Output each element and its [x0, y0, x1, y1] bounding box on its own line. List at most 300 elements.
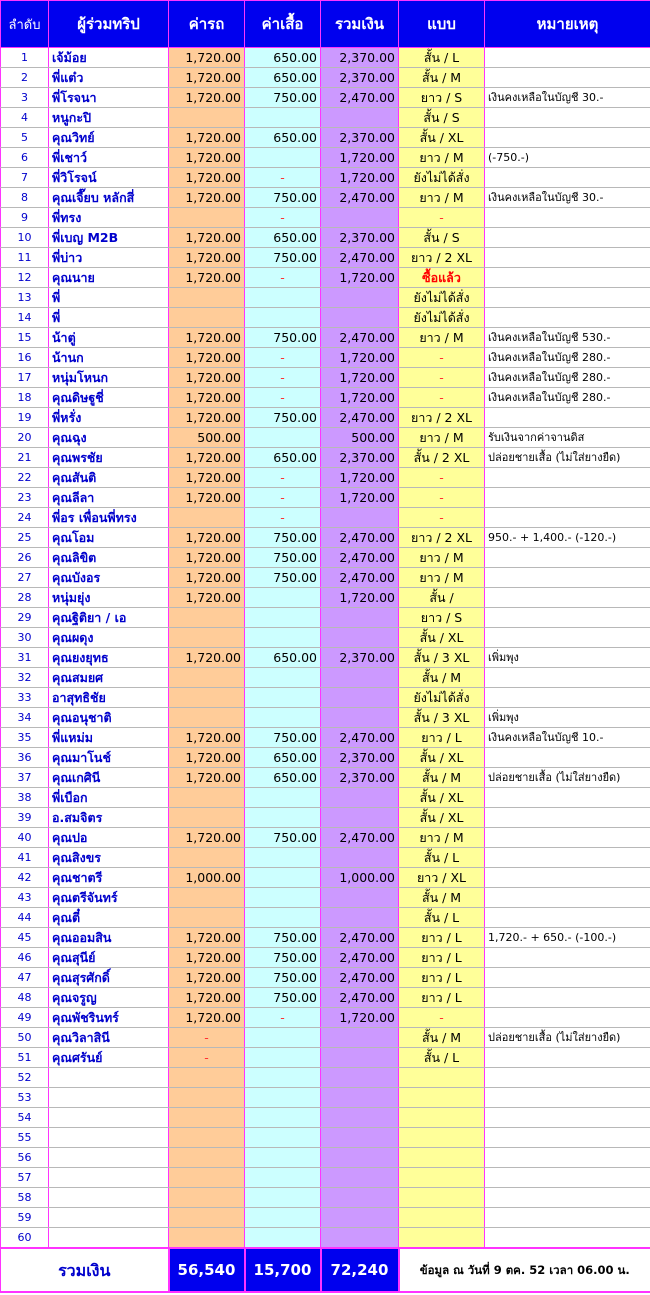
table-row [1, 608, 650, 628]
style-size-cell [399, 1188, 485, 1208]
note-cell: ปล่อยชายเสื้อ (ไม่ใส่ยางยืด) [485, 1028, 650, 1048]
row-number-cell: 3 [1, 88, 49, 108]
car-fee-cell: 1,720.00 [169, 948, 245, 968]
car-fee-cell: 1,720.00 [169, 748, 245, 768]
shirt-fee-cell [245, 1048, 321, 1068]
table-row [1, 448, 650, 468]
table-row [1, 248, 650, 268]
style-size-cell: ยาว / L [399, 988, 485, 1008]
header-participant: ผู้ร่วมทริป [49, 1, 169, 48]
total-cell [321, 1128, 399, 1148]
shirt-fee-cell [245, 588, 321, 608]
total-cell: 2,470.00 [321, 948, 399, 968]
style-size-cell: สั้น / XL [399, 788, 485, 808]
car-fee-cell: 1,720.00 [169, 968, 245, 988]
row-number-cell: 22 [1, 468, 49, 488]
shirt-fee-cell [245, 1228, 321, 1249]
car-fee-cell [169, 688, 245, 708]
participant-name-cell: พี่วิโรจน์ [49, 168, 169, 188]
car-fee-cell [169, 308, 245, 328]
total-cell [321, 308, 399, 328]
note-cell [485, 1068, 650, 1088]
table-row [1, 168, 650, 188]
shirt-fee-cell [245, 668, 321, 688]
shirt-fee-cell: - [245, 468, 321, 488]
car-fee-cell: 1,720.00 [169, 988, 245, 1008]
note-cell: เงินคงเหลือในบัญชี 280.- [485, 388, 650, 408]
row-number-cell: 40 [1, 828, 49, 848]
style-size-cell: - [399, 208, 485, 228]
table-row [1, 128, 650, 148]
total-cell [321, 1188, 399, 1208]
shirt-fee-cell: 650.00 [245, 768, 321, 788]
car-fee-cell [169, 848, 245, 868]
total-cell: 2,470.00 [321, 988, 399, 1008]
row-number-cell: 48 [1, 988, 49, 1008]
total-cell [321, 1168, 399, 1188]
table-row [1, 1228, 650, 1249]
style-size-cell: - [399, 468, 485, 488]
row-number-cell: 42 [1, 868, 49, 888]
note-cell [485, 948, 650, 968]
participant-name-cell: คุณฉุง [49, 428, 169, 448]
note-cell [485, 408, 650, 428]
car-fee-cell: 1,720.00 [169, 328, 245, 348]
row-number-cell: 43 [1, 888, 49, 908]
note-cell [485, 888, 650, 908]
car-fee-cell: 1,720.00 [169, 548, 245, 568]
participant-name-cell: คุณวิลาสินี [49, 1028, 169, 1048]
shirt-fee-cell: 750.00 [245, 528, 321, 548]
table-row [1, 968, 650, 988]
participant-name-cell: คุณเจี๊ยบ หลักสี่ [49, 188, 169, 208]
header-note: หมายเหตุ [485, 1, 650, 48]
total-cell: 2,470.00 [321, 928, 399, 948]
participant-name-cell: คุณตรีจันทร์ [49, 888, 169, 908]
row-number-cell: 47 [1, 968, 49, 988]
participant-name-cell: หนุ่มยุ่ง [49, 588, 169, 608]
row-number-cell: 16 [1, 348, 49, 368]
note-cell: 950.- + 1,400.- (-120.-) [485, 528, 650, 548]
table-row [1, 1128, 650, 1148]
car-fee-cell [169, 608, 245, 628]
car-fee-cell [169, 888, 245, 908]
participant-name-cell: เจ้ม้อย [49, 48, 169, 68]
participant-name-cell: คุณออมสิน [49, 928, 169, 948]
total-cell [321, 848, 399, 868]
row-number-cell: 15 [1, 328, 49, 348]
shirt-fee-cell [245, 708, 321, 728]
row-number-cell: 11 [1, 248, 49, 268]
note-cell [485, 1148, 650, 1168]
table-row [1, 1068, 650, 1088]
total-cell: 1,720.00 [321, 168, 399, 188]
shirt-fee-cell: 750.00 [245, 188, 321, 208]
note-cell [485, 868, 650, 888]
car-fee-cell [169, 1068, 245, 1088]
style-size-cell: - [399, 1008, 485, 1028]
style-size-cell: ยาว / M [399, 328, 485, 348]
shirt-fee-cell [245, 1108, 321, 1128]
style-size-cell: ยาว / M [399, 428, 485, 448]
shirt-fee-cell [245, 1088, 321, 1108]
total-cell: 1,720.00 [321, 148, 399, 168]
participant-name-cell: น้านก [49, 348, 169, 368]
car-fee-cell: 1,720.00 [169, 248, 245, 268]
row-number-cell: 59 [1, 1208, 49, 1228]
participant-name-cell: หนุ่มโหนก [49, 368, 169, 388]
total-cell: 2,370.00 [321, 648, 399, 668]
car-fee-cell: 1,720.00 [169, 448, 245, 468]
style-size-cell [399, 1228, 485, 1249]
car-fee-cell [169, 808, 245, 828]
style-size-cell: ยังไม่ได้สั่ง [399, 308, 485, 328]
total-cell: 2,470.00 [321, 328, 399, 348]
total-cell: 2,370.00 [321, 768, 399, 788]
row-number-cell: 37 [1, 768, 49, 788]
participant-name-cell: คุณพรชัย [49, 448, 169, 468]
car-fee-cell: 1,720.00 [169, 828, 245, 848]
shirt-fee-cell: 650.00 [245, 648, 321, 668]
shirt-fee-cell: 750.00 [245, 828, 321, 848]
style-size-cell: สั้น / M [399, 668, 485, 688]
table-row [1, 468, 650, 488]
table-row [1, 868, 650, 888]
participant-name-cell [49, 1108, 169, 1128]
shirt-fee-cell [245, 908, 321, 928]
style-size-cell: สั้น / XL [399, 628, 485, 648]
car-fee-cell [169, 668, 245, 688]
table-row [1, 788, 650, 808]
car-fee-cell: 1,720.00 [169, 568, 245, 588]
table-row [1, 408, 650, 428]
table-row [1, 828, 650, 848]
total-cell [321, 888, 399, 908]
participant-name-cell: คุณสันติ [49, 468, 169, 488]
participant-name-cell [49, 1168, 169, 1188]
table-row [1, 768, 650, 788]
row-number-cell: 34 [1, 708, 49, 728]
shirt-fee-cell [245, 108, 321, 128]
style-size-cell: สั้น / S [399, 228, 485, 248]
style-size-cell: ยาว / S [399, 88, 485, 108]
style-size-cell: ยังไม่ได้สั่ง [399, 168, 485, 188]
total-cell: 1,720.00 [321, 468, 399, 488]
style-size-cell: ยาว / L [399, 728, 485, 748]
total-cell: 2,370.00 [321, 748, 399, 768]
participant-name-cell: คุณสุนีย์ [49, 948, 169, 968]
total-cell: 2,370.00 [321, 228, 399, 248]
row-number-cell: 49 [1, 1008, 49, 1028]
shirt-fee-cell: 750.00 [245, 548, 321, 568]
shirt-fee-cell: 650.00 [245, 128, 321, 148]
table-row [1, 988, 650, 1008]
total-cell: 2,470.00 [321, 728, 399, 748]
car-fee-cell: 1,000.00 [169, 868, 245, 888]
total-cell [321, 108, 399, 128]
style-size-cell: - [399, 508, 485, 528]
note-cell [485, 1168, 650, 1188]
shirt-fee-cell [245, 808, 321, 828]
shirt-fee-cell: 750.00 [245, 948, 321, 968]
table-row [1, 728, 650, 748]
table-row [1, 948, 650, 968]
total-cell: 2,370.00 [321, 448, 399, 468]
participant-name-cell: คุณชาตรี [49, 868, 169, 888]
style-size-cell: ยาว / L [399, 928, 485, 948]
car-fee-cell [169, 708, 245, 728]
note-cell [485, 308, 650, 328]
note-cell [485, 788, 650, 808]
style-size-cell [399, 1128, 485, 1148]
row-number-cell: 56 [1, 1148, 49, 1168]
table-row [1, 68, 650, 88]
total-cell: 1,720.00 [321, 368, 399, 388]
total-cell [321, 288, 399, 308]
shirt-fee-cell: 750.00 [245, 728, 321, 748]
total-car-fee: 56,540 [169, 1248, 245, 1292]
shirt-fee-cell [245, 1128, 321, 1148]
participant-name-cell: คุณพัชรินทร์ [49, 1008, 169, 1028]
shirt-fee-cell: - [245, 168, 321, 188]
note-cell [485, 168, 650, 188]
shirt-fee-cell [245, 608, 321, 628]
note-cell: 1,720.- + 650.- (-100.-) [485, 928, 650, 948]
style-size-cell: สั้น / 3 XL [399, 708, 485, 728]
header-shirt-fee: ค่าเสื้อ [245, 1, 321, 48]
style-size-cell: ยาว / L [399, 968, 485, 988]
style-size-cell: สั้น / M [399, 68, 485, 88]
style-size-cell: - [399, 348, 485, 368]
table-row [1, 528, 650, 548]
car-fee-cell: 1,720.00 [169, 468, 245, 488]
table-row [1, 848, 650, 868]
total-cell: 1,720.00 [321, 488, 399, 508]
table-row [1, 648, 650, 668]
table-row [1, 288, 650, 308]
shirt-fee-cell: - [245, 508, 321, 528]
shirt-fee-cell [245, 1068, 321, 1088]
car-fee-cell: 1,720.00 [169, 168, 245, 188]
shirt-fee-cell: 650.00 [245, 448, 321, 468]
total-cell [321, 708, 399, 728]
car-fee-cell: 1,720.00 [169, 728, 245, 748]
style-size-cell: สั้น / L [399, 908, 485, 928]
participant-name-cell: คุณสิงขร [49, 848, 169, 868]
total-cell [321, 688, 399, 708]
row-number-cell: 26 [1, 548, 49, 568]
shirt-fee-cell: 750.00 [245, 988, 321, 1008]
row-number-cell: 54 [1, 1108, 49, 1128]
style-size-cell [399, 1168, 485, 1188]
car-fee-cell [169, 908, 245, 928]
participant-name-cell: คุณวิทย์ [49, 128, 169, 148]
style-size-cell: ยาว / XL [399, 868, 485, 888]
row-number-cell: 39 [1, 808, 49, 828]
participant-name-cell: พี่ทรง [49, 208, 169, 228]
table-row [1, 48, 650, 68]
style-size-cell: สั้น / XL [399, 128, 485, 148]
row-number-cell: 44 [1, 908, 49, 928]
row-number-cell: 33 [1, 688, 49, 708]
note-cell: ปล่อยชายเสื้อ (ไม่ใส่ยางยืด) [485, 768, 650, 788]
participant-name-cell: หนูกะปิ [49, 108, 169, 128]
shirt-fee-cell [245, 288, 321, 308]
participant-name-cell: พี่โรจนา [49, 88, 169, 108]
row-number-cell: 9 [1, 208, 49, 228]
note-cell: รับเงินจากค่าจานดิส [485, 428, 650, 448]
note-cell [485, 988, 650, 1008]
participant-name-cell [49, 1128, 169, 1148]
shirt-fee-cell: - [245, 348, 321, 368]
row-number-cell: 7 [1, 168, 49, 188]
table-row [1, 328, 650, 348]
row-number-cell: 21 [1, 448, 49, 468]
style-size-cell: สั้น / M [399, 768, 485, 788]
style-size-cell: สั้น / XL [399, 748, 485, 768]
car-fee-cell [169, 288, 245, 308]
row-number-cell: 58 [1, 1188, 49, 1208]
note-cell [485, 828, 650, 848]
total-cell [321, 908, 399, 928]
table-row [1, 1008, 650, 1028]
table-row [1, 1048, 650, 1068]
row-number-cell: 14 [1, 308, 49, 328]
total-cell: 2,470.00 [321, 88, 399, 108]
shirt-fee-cell: 650.00 [245, 228, 321, 248]
total-cell [321, 1208, 399, 1228]
total-cell: 2,470.00 [321, 968, 399, 988]
row-number-cell: 31 [1, 648, 49, 668]
total-cell [321, 508, 399, 528]
total-cell: 1,720.00 [321, 348, 399, 368]
note-cell [485, 568, 650, 588]
style-size-cell: ยาว / 2 XL [399, 528, 485, 548]
style-size-cell: ยาว / M [399, 568, 485, 588]
table-row [1, 228, 650, 248]
style-size-cell: ยาว / M [399, 828, 485, 848]
shirt-fee-cell [245, 148, 321, 168]
note-cell [485, 488, 650, 508]
table-row [1, 108, 650, 128]
car-fee-cell [169, 1128, 245, 1148]
style-size-cell [399, 1088, 485, 1108]
note-cell [485, 1008, 650, 1028]
total-cell: 2,470.00 [321, 548, 399, 568]
style-size-cell: สั้น / M [399, 888, 485, 908]
participant-name-cell: อาสุทธิชัย [49, 688, 169, 708]
shirt-fee-cell: 650.00 [245, 48, 321, 68]
table-row [1, 1108, 650, 1128]
row-number-cell: 28 [1, 588, 49, 608]
participant-name-cell [49, 1068, 169, 1088]
shirt-fee-cell: - [245, 1008, 321, 1028]
note-cell: เงินคงเหลือในบัญชี 280.- [485, 348, 650, 368]
total-cell: 1,720.00 [321, 388, 399, 408]
participant-name-cell: พี่แหม่ม [49, 728, 169, 748]
style-size-cell: สั้น / L [399, 1048, 485, 1068]
total-cell [321, 788, 399, 808]
table-row [1, 1208, 650, 1228]
row-number-cell: 51 [1, 1048, 49, 1068]
header-style: แบบ [399, 1, 485, 48]
row-number-cell: 24 [1, 508, 49, 528]
shirt-fee-cell: 650.00 [245, 748, 321, 768]
row-number-cell: 6 [1, 148, 49, 168]
note-cell [485, 1208, 650, 1228]
style-size-cell: สั้น / 2 XL [399, 448, 485, 468]
row-number-cell: 25 [1, 528, 49, 548]
row-number-cell: 35 [1, 728, 49, 748]
style-size-cell: ยาว / M [399, 548, 485, 568]
row-number-cell: 19 [1, 408, 49, 428]
style-size-cell: สั้น / L [399, 848, 485, 868]
note-cell [485, 808, 650, 828]
car-fee-cell: 1,720.00 [169, 368, 245, 388]
shirt-fee-cell: 750.00 [245, 248, 321, 268]
table-row [1, 568, 650, 588]
style-size-cell: ยาว / 2 XL [399, 408, 485, 428]
shirt-fee-cell [245, 1148, 321, 1168]
row-number-cell: 38 [1, 788, 49, 808]
total-sum: 72,240 [321, 1248, 399, 1292]
car-fee-cell: 1,720.00 [169, 48, 245, 68]
participant-name-cell: คุณยงยุทธ [49, 648, 169, 668]
participant-name-cell: คุณจรูญ [49, 988, 169, 1008]
note-cell: เงินคงเหลือในบัญชี 30.- [485, 188, 650, 208]
shirt-fee-cell: 750.00 [245, 328, 321, 348]
row-number-cell: 46 [1, 948, 49, 968]
row-number-cell: 36 [1, 748, 49, 768]
style-size-cell: ยาว / 2 XL [399, 248, 485, 268]
shirt-fee-cell: - [245, 208, 321, 228]
row-number-cell: 41 [1, 848, 49, 868]
car-fee-cell: 1,720.00 [169, 88, 245, 108]
total-cell: 1,720.00 [321, 588, 399, 608]
car-fee-cell: 1,720.00 [169, 68, 245, 88]
total-cell [321, 1148, 399, 1168]
participant-name-cell: คุณผดุง [49, 628, 169, 648]
total-cell [321, 668, 399, 688]
note-cell: เพิ่มพุง [485, 708, 650, 728]
note-cell [485, 268, 650, 288]
total-cell [321, 208, 399, 228]
total-cell: 2,470.00 [321, 248, 399, 268]
participant-name-cell [49, 1228, 169, 1249]
car-fee-cell: 1,720.00 [169, 1008, 245, 1028]
row-number-cell: 20 [1, 428, 49, 448]
participant-name-cell: พี่หรั่ง [49, 408, 169, 428]
shirt-fee-cell [245, 1168, 321, 1188]
row-number-cell: 55 [1, 1128, 49, 1148]
car-fee-cell: 1,720.00 [169, 348, 245, 368]
note-cell [485, 848, 650, 868]
total-shirt-fee: 15,700 [245, 1248, 321, 1292]
row-number-cell: 4 [1, 108, 49, 128]
row-number-cell: 50 [1, 1028, 49, 1048]
header-no: ลำดับ [1, 1, 49, 48]
style-size-cell [399, 1208, 485, 1228]
table-row [1, 1168, 650, 1188]
shirt-fee-cell [245, 888, 321, 908]
table-row [1, 188, 650, 208]
participant-name-cell: คุณสมยศ [49, 668, 169, 688]
header-total: รวมเงิน [321, 1, 399, 48]
shirt-fee-cell [245, 1208, 321, 1228]
row-number-cell: 1 [1, 48, 49, 68]
car-fee-cell [169, 208, 245, 228]
row-number-cell: 52 [1, 1068, 49, 1088]
